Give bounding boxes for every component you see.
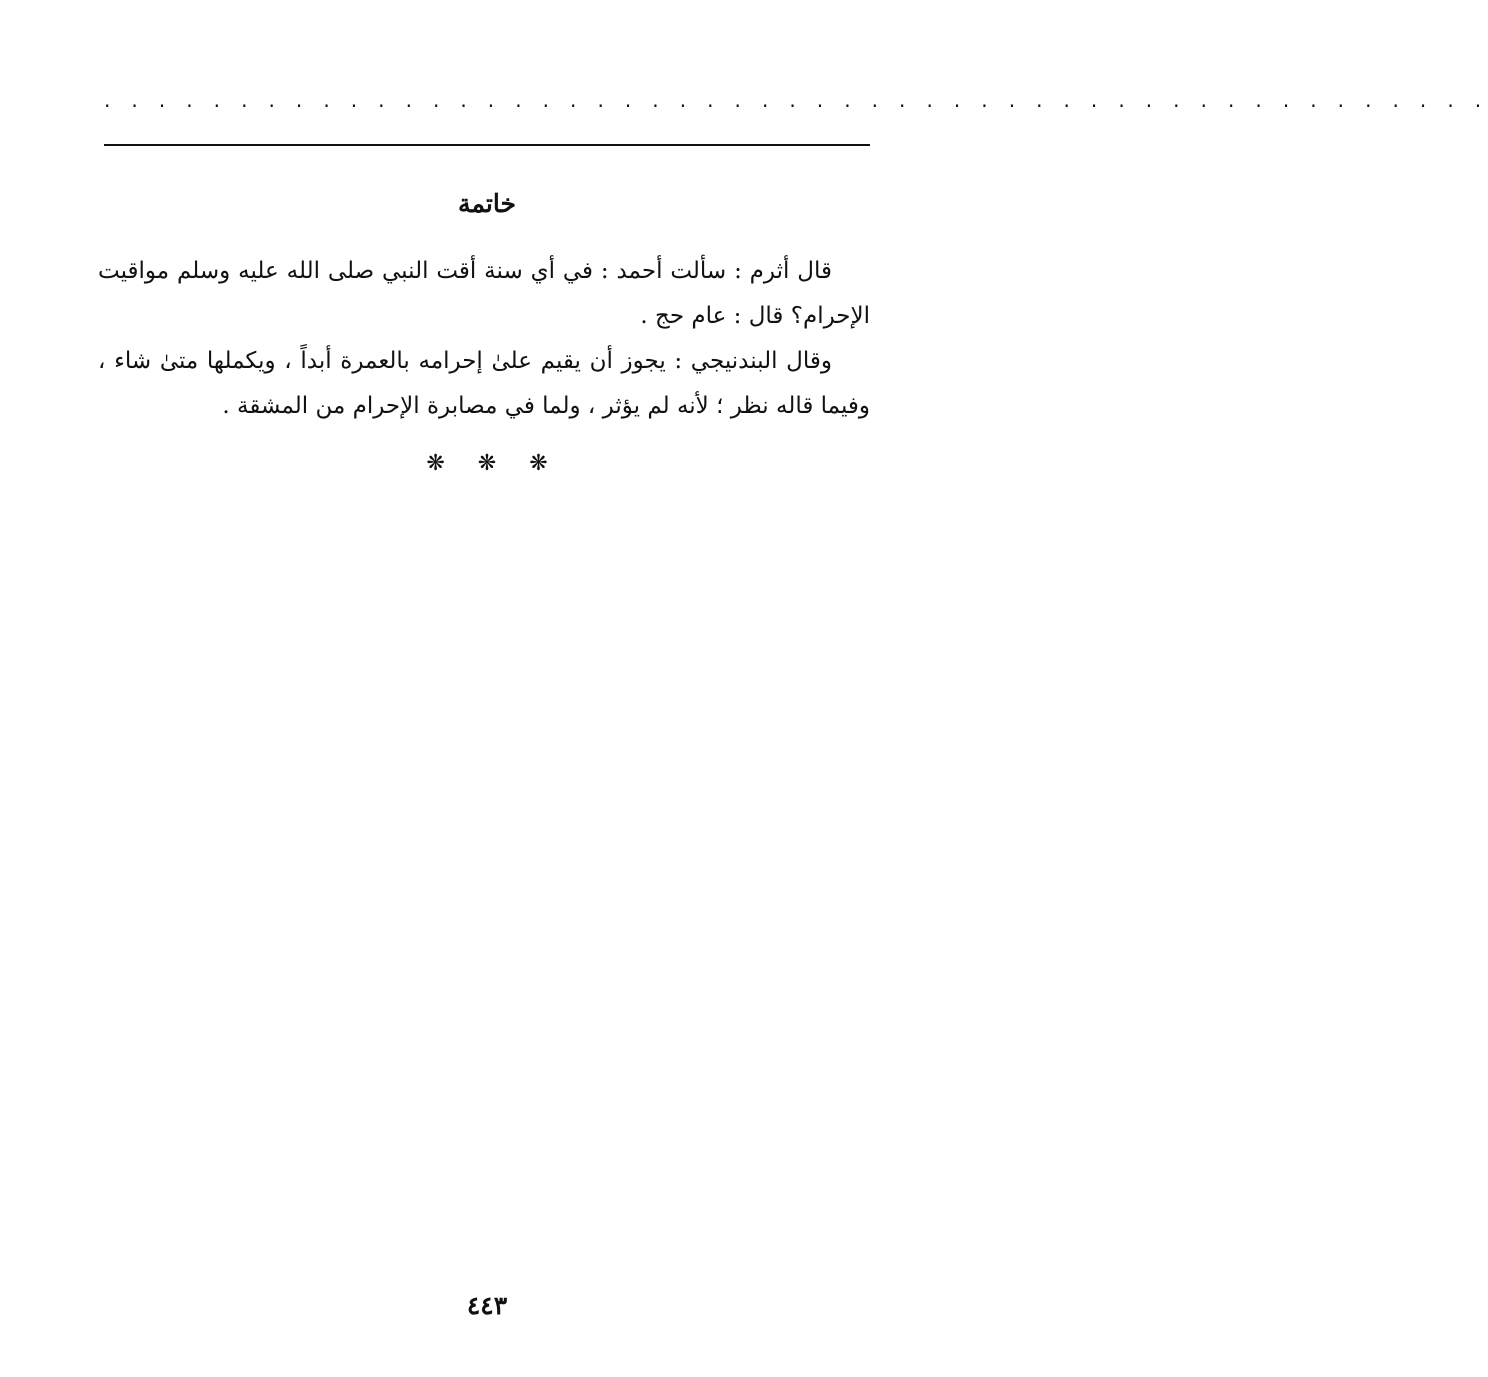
page-number: ٤٤٣ xyxy=(466,1291,508,1320)
dotted-separator: . . . . . . . . . . . . . . . . . . . . . . . . . . . . . . . . . . . . . . . . . . . . . . . . . . . xyxy=(104,88,1488,112)
horizontal-rule xyxy=(104,144,870,146)
star-separator: ❋ ❋ ❋ xyxy=(426,451,548,476)
section-body xyxy=(98,249,870,429)
section-title: خاتمة xyxy=(458,189,516,218)
paragraph-bandaniji: وقال البندنيجي : يجوز أن يقيم علىٰ إحرامه بالعمرة أبداً ، ويكملها متىٰ شاء ، وفيما قاله نظر ؛ لأنه لم يؤثر ، ولما في مصابرة الإحرام من المشقة . xyxy=(98,348,870,419)
paragraph-athram: قال أثرم : سألت أحمد : في أي سنة أقت النبي صلى الله عليه وسلم مواقيت الإحرام؟ قال : عام حج . xyxy=(98,258,870,329)
